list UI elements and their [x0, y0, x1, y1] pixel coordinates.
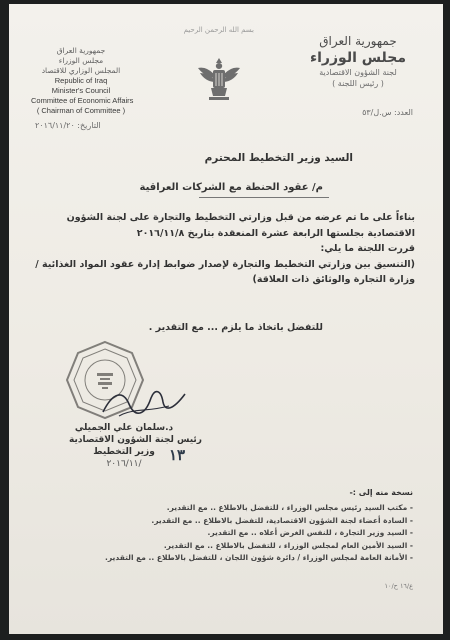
signature-date: ٢٠١٦/١١/	[106, 459, 142, 469]
right-letterhead	[303, 34, 413, 89]
letterhead-en-line: Committee of Economic Affairs	[31, 96, 134, 105]
signatory-title: وزير التخطيط	[93, 447, 155, 457]
basmala: بسم الله الرحمن الرحيم	[183, 26, 254, 34]
body-paragraph: بناءاً على ما تم عرضه من قبل وزارتي التخطيط والتجارة على لجنة الشؤون الاقتصادية بجلستها الرابعة عشرة المنعقدة بتاريخ ٢٠١٦/١١/٨	[66, 212, 415, 239]
subject: م/ عقود الحنطة مع الشركات العراقية	[139, 182, 323, 193]
letterhead-en-line: Minister's Council	[51, 86, 111, 95]
body-paragraph: قررت اللجنة ما يلي:	[320, 243, 415, 254]
subject-underline	[199, 197, 329, 198]
cc-item: - مكتب السيد رئيس مجلس الوزراء ، للتفضل بالاطلاع .. مع التقدير.	[166, 503, 413, 512]
handwritten-day-number: ١٣	[169, 446, 186, 464]
reference-mark: ع/١٦ ح/١٠	[384, 582, 413, 590]
document-page	[9, 4, 443, 634]
letter-body	[30, 210, 415, 288]
letterhead-chairman: ( رئيس اللجنة )	[332, 79, 384, 88]
left-letterhead	[31, 46, 134, 116]
signatory-title: رئيس لجنة الشؤون الاقتصادية	[69, 435, 202, 445]
cc-title: نسخة منه إلى :-	[349, 488, 413, 497]
cc-list	[43, 502, 413, 565]
cc-item: - السيد وزير التجارة ، للنفس الغرض أعلاه .. مع التقدير.	[207, 528, 413, 537]
letterhead-ar-line: المجلس الوزاري للاقتصاد	[41, 66, 121, 75]
letterhead-en-line: Republic of Iraq	[54, 76, 108, 85]
letterhead-ar-line: جمهورية العراق	[56, 46, 106, 55]
document-number: العدد: س.ل/٥٣	[362, 108, 413, 117]
letterhead-en-line: ( Chairman of Committee )	[36, 106, 126, 115]
closing-line: للتفضل باتخاذ ما يلزم ... مع التقدير .	[148, 322, 323, 333]
addressee: السيد وزير التخطيط المحترم	[204, 152, 353, 164]
signatory-name: د.سلمان علي الجميلي	[74, 423, 174, 433]
cc-item: - السادة أعضاء لجنة الشؤون الاقتصادية، للتفضل بالاطلاع .. مع التقدير.	[151, 515, 413, 525]
letterhead-council: مجلس الوزراء	[309, 50, 407, 66]
body-paragraph: (التنسيق بين وزارتي التخطيط والتجارة لإصدار ضوابط إدارة عقود المواد الغذائية / وزارة التجارة والوثائق ذات العلاقة)	[35, 258, 415, 285]
cc-item: - السيد الأمين العام لمجلس الوزراء ، للتفضل بالاطلاع .. مع التقدير.	[163, 540, 413, 550]
document-date: التاريخ: ٢٠١٦/١١/٢٠	[35, 121, 101, 130]
letterhead-committee: لجنة الشؤون الاقتصادية	[319, 68, 397, 77]
handwritten-signature-icon	[99, 382, 189, 422]
iraq-eagle-emblem-icon	[194, 54, 244, 102]
letterhead-country: جمهورية العراق	[319, 34, 397, 48]
signature-block	[69, 422, 202, 470]
cc-item: - الأمانة العامة لمجلس الوزراء / دائرة شؤون اللجان ، للتفضل بالاطلاع .. مع التقدير.	[105, 553, 413, 562]
letterhead-ar-line: مجلس الوزراء	[58, 56, 104, 65]
